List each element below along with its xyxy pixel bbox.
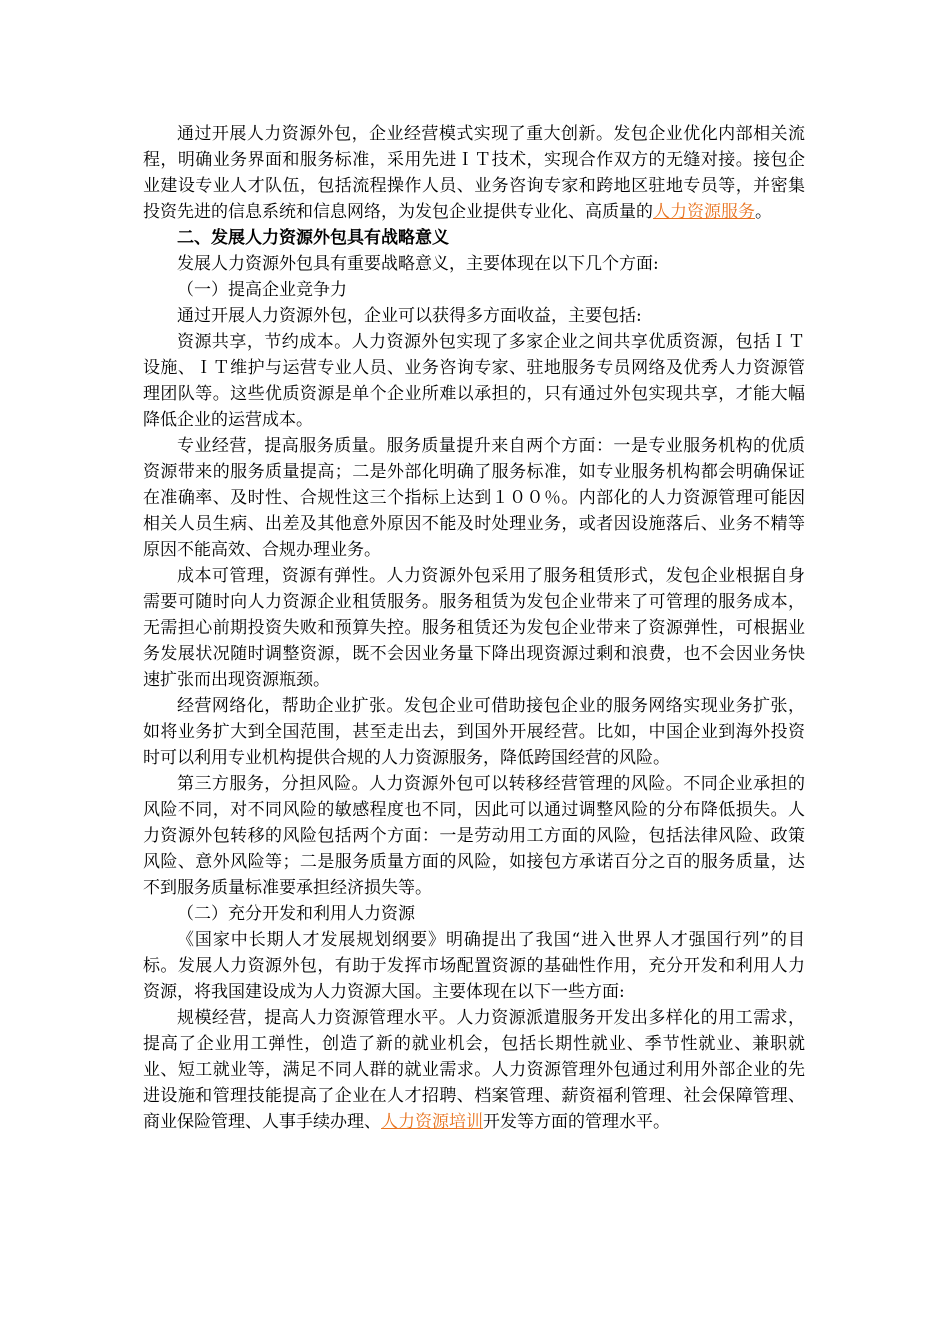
paragraph-strategic-intro: 发展人力资源外包具有重要战略意义，主要体现在以下几个方面: <box>177 254 659 274</box>
paragraph-resource-sharing: 资源共享，节约成本。人力资源外包实现了多家企业之间共享优质资源，包括ＩＴ设施、ＩＴ维护与运营专业人员、业务咨询专家、驻地服务专员网络及优秀人力资源管理团队等。这些优质资源是单个企业所难以承担的，只有通过外包实现共享，才能大幅降低企业的运营成本。 <box>143 332 805 430</box>
paragraph-network-operation: 经营网络化，帮助企业扩张。发包企业可借助接包企业的服务网络实现业务扩张，如将业务扩大到全国范围，甚至走出去，到国外开展经营。比如，中国企业到海外投资时可以利用专业机构提供合规的人力资源服务，降低跨国经营的风险。 <box>143 696 805 768</box>
paragraph-cost-manageable: 成本可管理，资源有弹性。人力资源外包采用了服务租赁形式，发包企业根据自身需要可随时向人力资源企业租赁服务。服务租赁为发包企业带来了可管理的服务成本，无需担心前期投资失败和预算失控。服务租赁还为发包企业带来了资源弹性，可根据业务发展状况随时调整资源，既不会因业务量下降出现资源过剩和浪费，也不会因业务快速扩张而出现资源瓶颈。 <box>143 566 805 690</box>
paragraph-professional-operation: 专业经营，提高服务质量。服务质量提升来自两个方面：一是专业服务机构的优质资源带来的服务质量提高；二是外部化明确了服务标准，如专业服务机构都会明确保证在准确率、及时性、合规性这三个指标上达到１００％。内部化的人力资源管理可能因相关人员生病、出差及其他意外原因不能及时处理业务，或者因设施落后、业务不精等原因不能高效、合规办理业务。 <box>143 436 805 560</box>
hr-services-link[interactable]: 人力资源服务 <box>653 202 755 222</box>
paragraph-scale-operation <box>143 1005 805 1135</box>
paragraph-outsourcing-innovation <box>143 121 805 225</box>
paragraph-tail: 。 <box>755 202 772 222</box>
paragraph-third-party-service: 第三方服务，分担风险。人力资源外包可以转移经营管理的风险。不同企业承担的风险不同，对不同风险的敏感程度也不同，因此可以通过调整风险的分布降低损失。人力资源外包转移的风险包括两个方面：一是劳动用工方面的风险，包括法律风险、政策风险、意外风险等；二是服务质量方面的风险，如接包方承诺百分之百的服务质量，达不到服务质量标准要承担经济损失等。 <box>143 774 805 898</box>
paragraph-text: 规模经营，提高人力资源管理水平。人力资源派遣服务开发出多样化的用工需求，提高了企业用工弹性，创造了新的就业机会，包括长期性就业、季节性就业、兼职就业、短工就业等，满足不同人群的就业需求。人力资源管理外包通过利用外部企业的先进设施和管理技能提高了企业在人才招聘、档案管理、薪资福利管理、社会保障管理、商业保险管理、人事手续办理、 <box>143 1008 805 1132</box>
section-heading-strategic-significance: 二、发展人力资源外包具有战略意义 <box>177 228 449 248</box>
document-body <box>143 121 805 1135</box>
subheading-develop-human-resources: （二）充分开发和利用人力资源 <box>177 904 415 924</box>
paragraph-benefits-intro: 通过开展人力资源外包，企业可以获得多方面收益，主要包括: <box>177 306 642 326</box>
paragraph-national-plan: 《国家中长期人才发展规划纲要》明确提出了我国“进入世界人才强国行列”的目标。发展人力资源外包，有助于发挥市场配置资源的基础性作用，充分开发和利用人力资源，将我国建设成为人力资源大国。主要体现在以下一些方面: <box>143 930 805 1002</box>
hr-training-link[interactable]: 人力资源培训 <box>381 1112 483 1132</box>
paragraph-text: 通过开展人力资源外包，企业经营模式实现了重大创新。发包企业优化内部相关流程，明确业务界面和服务标准，采用先进ＩＴ技术，实现合作双方的无缝对接。接包企业建设专业人才队伍，包括流程操作人员、业务咨询专家和跨地区驻地专员等，并密集投资先进的信息系统和信息网络，为发包企业提供专业化、高质量的 <box>143 124 805 222</box>
paragraph-tail: 开发等方面的管理水平。 <box>483 1112 670 1132</box>
subheading-competitiveness: （一）提高企业竞争力 <box>177 280 347 300</box>
